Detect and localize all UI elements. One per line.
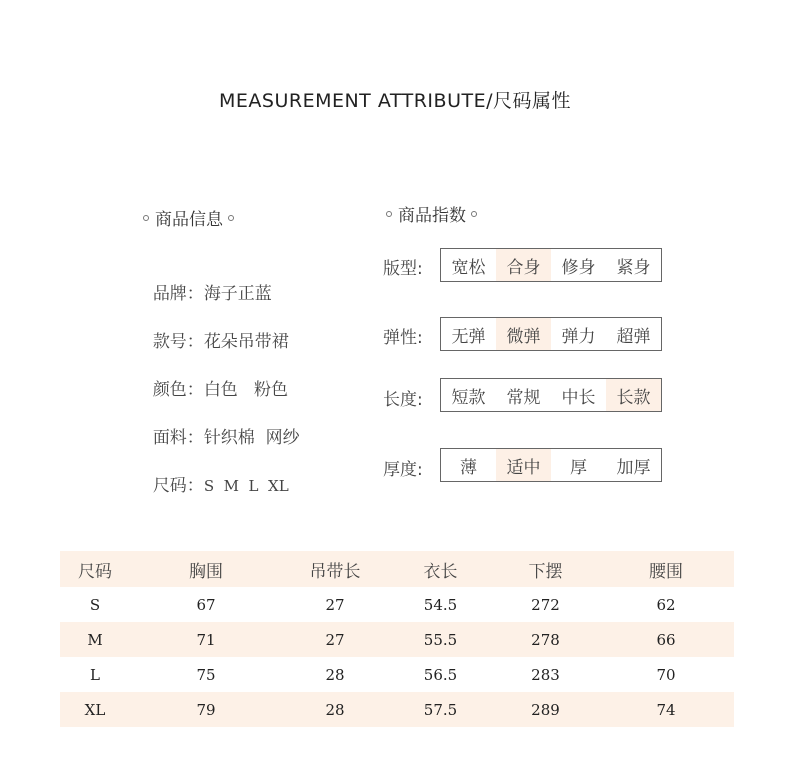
table-header-row bbox=[60, 551, 734, 587]
table-row bbox=[60, 622, 734, 657]
info-label: 面料： bbox=[152, 428, 204, 448]
size-table bbox=[60, 551, 734, 727]
table-cell: 74 bbox=[656, 700, 676, 719]
table-header: 腰围 bbox=[649, 561, 683, 582]
table-cell: 79 bbox=[196, 700, 216, 719]
product-index-heading-text: 商品指数 bbox=[398, 206, 466, 226]
info-label: 尺码： bbox=[152, 476, 204, 496]
info-value: 白色 粉色 bbox=[203, 380, 289, 400]
info-value: 海子正蓝 bbox=[203, 284, 272, 304]
table-cell: 55.5 bbox=[423, 630, 458, 649]
table-cell: 289 bbox=[531, 700, 560, 719]
attr-option: 短款 bbox=[451, 387, 486, 408]
info-label: 品牌： bbox=[152, 284, 204, 304]
table-cell: 28 bbox=[325, 665, 345, 684]
table-cell: 75 bbox=[196, 665, 216, 684]
info-label: 款号： bbox=[152, 332, 204, 352]
table-header: 尺码 bbox=[78, 561, 112, 582]
table-cell: 67 bbox=[196, 595, 216, 614]
table-header: 吊带长 bbox=[309, 561, 361, 582]
product-info-heading-text: 商品信息 bbox=[155, 210, 223, 230]
bullet-icon bbox=[471, 211, 477, 217]
table-header: 下摆 bbox=[528, 561, 563, 582]
info-row-fabric bbox=[142, 403, 300, 448]
info-row-brand bbox=[142, 259, 272, 304]
bullet-icon bbox=[143, 215, 149, 221]
table-header: 衣长 bbox=[423, 561, 458, 582]
table-cell: 283 bbox=[531, 665, 560, 684]
table-cell: 272 bbox=[531, 595, 560, 614]
attr-option: 加厚 bbox=[616, 457, 651, 478]
attr-label-fit: 版型: bbox=[383, 259, 423, 279]
product-index-heading bbox=[386, 201, 477, 226]
attr-label-thickness: 厚度: bbox=[383, 460, 423, 480]
attr-option: 厚 bbox=[570, 457, 587, 478]
attr-option: 宽松 bbox=[451, 257, 486, 278]
attr-option: 薄 bbox=[460, 457, 477, 478]
attr-option: 常规 bbox=[506, 387, 541, 408]
attr-option: 合身 bbox=[496, 249, 551, 281]
attr-option: 紧身 bbox=[616, 257, 651, 278]
attr-option: 微弹 bbox=[496, 318, 551, 350]
table-cell: 57.5 bbox=[423, 700, 458, 719]
table-cell: XL bbox=[84, 700, 106, 719]
table-cell: L bbox=[90, 665, 100, 684]
table-row bbox=[60, 692, 734, 727]
info-label: 颜色： bbox=[152, 380, 204, 400]
info-value: 花朵吊带裙 bbox=[203, 332, 289, 352]
attr-scale-elasticity bbox=[440, 317, 662, 351]
attr-label-elasticity: 弹性: bbox=[383, 328, 423, 348]
page-title: MEASUREMENT ATTRIBUTE/尺码属性 bbox=[219, 90, 571, 112]
attr-label-length: 长度: bbox=[383, 390, 423, 410]
attr-option: 无弹 bbox=[451, 326, 486, 347]
table-cell: S bbox=[89, 595, 101, 614]
table-row bbox=[60, 657, 734, 692]
product-info-heading bbox=[143, 205, 234, 230]
attr-option: 修身 bbox=[561, 257, 596, 278]
table-cell: 56.5 bbox=[423, 665, 458, 684]
attr-scale-thickness bbox=[440, 448, 662, 482]
table-header: 胸围 bbox=[189, 561, 223, 582]
attr-option: 弹力 bbox=[561, 326, 596, 347]
attr-option: 适中 bbox=[496, 449, 551, 481]
table-cell: 70 bbox=[656, 665, 676, 684]
table-cell: 54.5 bbox=[423, 595, 458, 614]
info-row-color bbox=[142, 355, 288, 400]
table-cell: 278 bbox=[531, 630, 560, 649]
table-cell: 28 bbox=[325, 700, 345, 719]
attr-option: 长款 bbox=[606, 379, 661, 411]
attr-scale-length bbox=[440, 378, 662, 412]
info-value: S M L XL bbox=[203, 477, 289, 495]
table-cell: 71 bbox=[196, 630, 216, 649]
bullet-icon bbox=[228, 215, 234, 221]
attr-scale-fit bbox=[440, 248, 662, 282]
attr-option: 超弹 bbox=[616, 326, 651, 347]
info-value: 针织棉 网纱 bbox=[203, 428, 300, 448]
table-cell: 27 bbox=[325, 595, 345, 614]
table-cell: 27 bbox=[325, 630, 345, 649]
info-row-style-no bbox=[142, 307, 289, 352]
info-row-size bbox=[142, 451, 289, 496]
table-cell: M bbox=[87, 630, 103, 649]
table-cell: 62 bbox=[656, 595, 676, 614]
table-row bbox=[60, 587, 734, 622]
attr-option: 中长 bbox=[561, 387, 596, 408]
table-cell: 66 bbox=[656, 630, 676, 649]
bullet-icon bbox=[386, 211, 392, 217]
